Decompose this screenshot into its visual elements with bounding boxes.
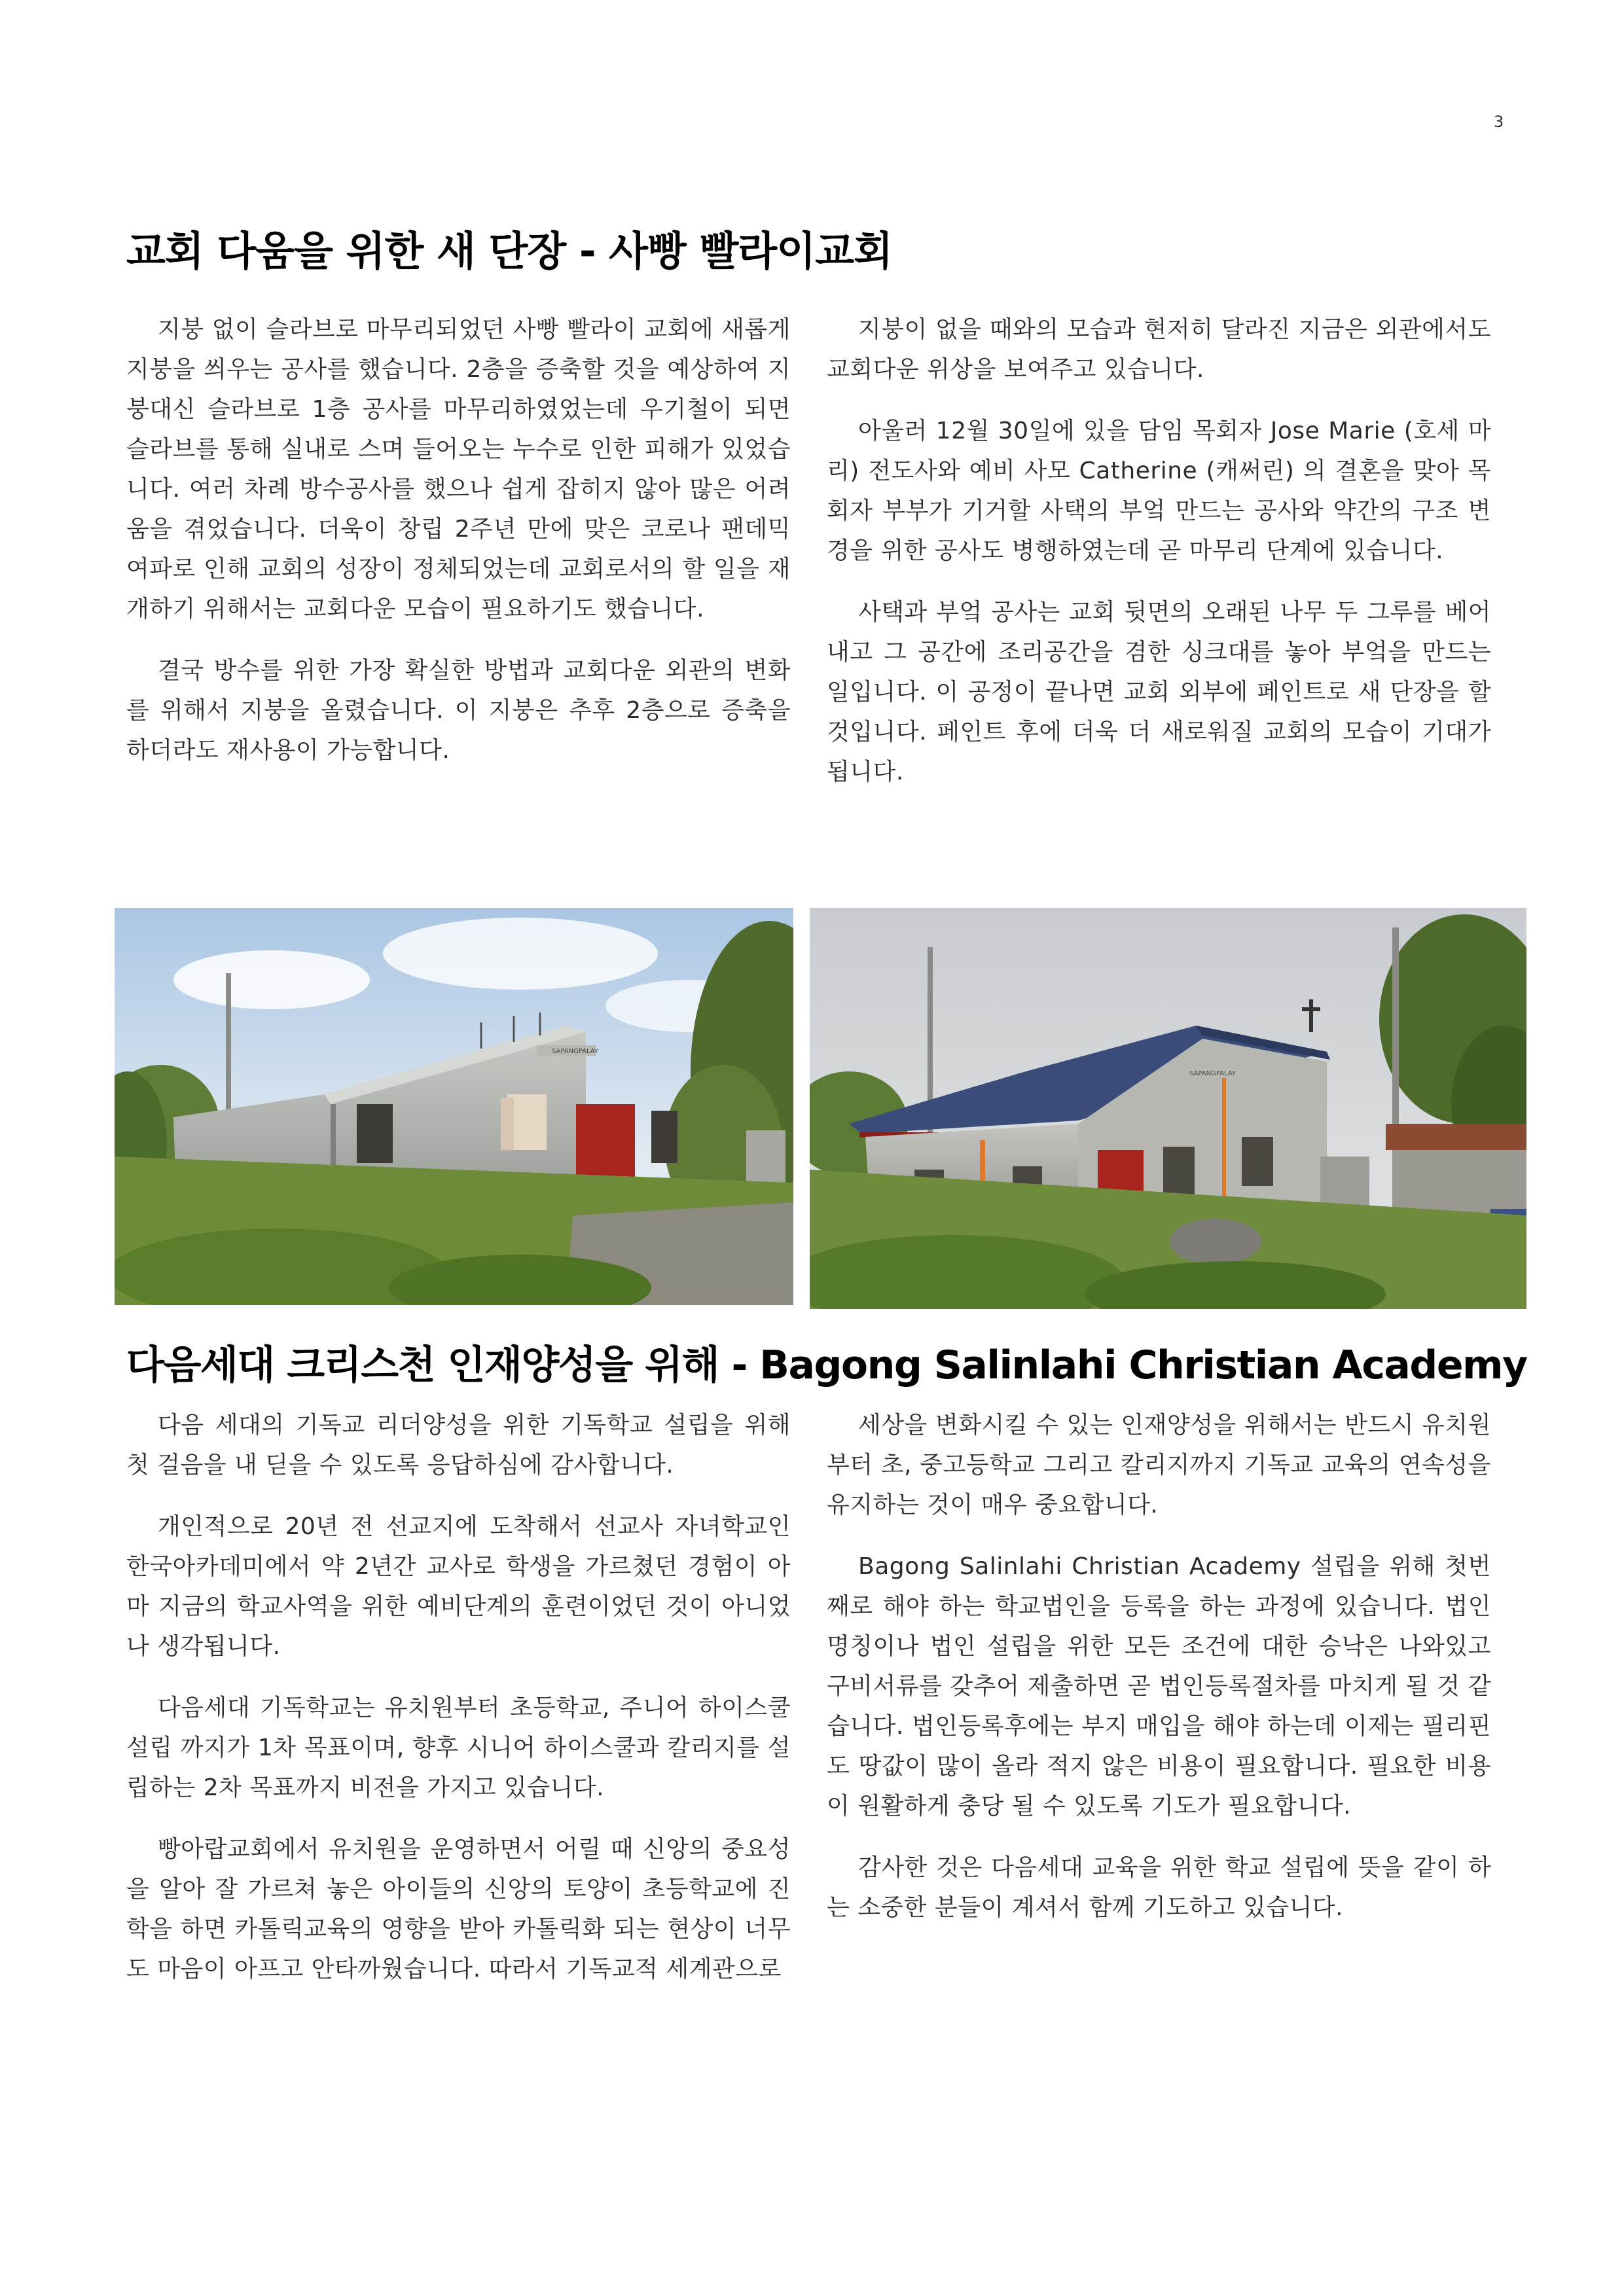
page-number: 3 [1494, 113, 1504, 131]
section2-right-column [827, 1405, 1491, 1928]
paragraph: 다음 세대의 기독교 리더양성을 위한 기독학교 설립을 위해 첫 걸음을 내 딛을 수 있도록 응답하심에 감사합니다. [126, 1412, 791, 1479]
paragraph: 지붕 없이 슬라브로 마무리되었던 사빵 빨라이 교회에 새롭게 지붕을 씌우는 공사를 했습니다. 2층을 증축할 것을 예상하여 지붕대신 슬라브로 1층 공사를 마무리하였었는데 우기철이 되면 슬라브를 통해 실내로 스며 들어오는 누수로 인한 피해가 있었습니다. 여러 차례 방수공사를 했으나 쉽게 잡히지 않아 많은 어려움을 겪었습니다. 더욱이 창립 2주년 만에 맞은 코로나 팬데믹 여파로 인해 교회의 성장이 정체되었는데 교회로서의 할 일을 재개하기 위해서는 교회다운 모습이 필요하기도 했습니다. [126, 316, 791, 622]
section1-title: 교회 다움을 위한 새 단장 - 사빵 빨라이교회 [126, 227, 892, 275]
paragraph: 빵아랍교회에서 유치원을 운영하면서 어릴 때 신앙의 중요성을 알아 잘 가르쳐 놓은 아이들의 신앙의 토양이 초등학교에 진학을 하면 카톨릭교육의 영향을 받아 카톨릭화 되는 현상이 너무도 마음이 아프고 안타까웠습니다. 따라서 기독교적 세계관으로 [126, 1836, 791, 1982]
paragraph: 다음세대 기독학교는 유치원부터 초등학교, 주니어 하이스쿨 설립 까지가 1차 목표이며, 향후 시니어 하이스쿨과 칼리지를 설립하는 2차 목표까지 비전을 가지고 있습니다. [126, 1695, 791, 1801]
paragraph: 개인적으로 20년 전 선교지에 도착해서 선교사 자녀학교인 한국아카데미에서 약 2년간 교사로 학생을 가르쳤던 경험이 아마 지금의 학교사역을 위한 예비단계의 훈련이었던 것이 아니었나 생각됩니다. [126, 1513, 791, 1660]
paragraph: 감사한 것은 다음세대 교육을 위한 학교 설립에 뜻을 같이 하는 소중한 분들이 계셔서 함께 기도하고 있습니다. [827, 1854, 1491, 1921]
section1-right-column [827, 310, 1491, 792]
building-sign-text: SAPANGPALAY [1189, 1070, 1236, 1077]
paragraph: 결국 방수를 위한 가장 확실한 방법과 교회다운 외관의 변화를 위해서 지붕을 올렸습니다. 이 지붕은 추후 2층으로 증축을 하더라도 재사용이 가능합니다. [126, 657, 791, 764]
paragraph: Bagong Salinlahi Christian Academy 설립을 위해 첫번째로 해야 하는 학교법인을 등록을 하는 과정에 있습니다. 법인명칭이나 법인 설립을 위한 모든 조건에 대한 승낙은 나와있고 구비서류를 갖추어 제출하면 곧 법인등록절차를 마치게 될 것 같습니다. 법인등록후에는 부지 매입을 해야 하는데 이제는 필리핀도 땅값이 많이 올라 적지 않은 비용이 필요합니다. 필요한 비용이 원활하게 충당 될 수 있도록 기도가 필요합니다. [827, 1553, 1491, 1820]
church-before-photo [115, 908, 793, 1305]
paragraph: 세상을 변화시킬 수 있는 인재양성을 위해서는 반드시 유치원부터 초, 중고등학교 그리고 칼리지까지 기독교 교육의 연속성을 유지하는 것이 매우 중요합니다. [827, 1412, 1491, 1518]
building-sign-text: SAPANGPALAY [552, 1048, 599, 1055]
section2-title: 다음세대 크리스천 인재양성을 위해 - Bagong Salinlahi Christian Academy [126, 1342, 1527, 1388]
paragraph: 아울러 12월 30일에 있을 담임 목회자 Jose Marie (호세 마리) 전도사와 예비 사모 Catherine (캐써린) 의 결혼을 맞아 목회자 부부가 기거할 사택의 부엌 만드는 공사와 약간의 구조 변경을 위한 공사도 병행하였는데 곧 마무리 단계에 있습니다. [827, 418, 1491, 564]
paragraph: 사택과 부엌 공사는 교회 뒷면의 오래된 나무 두 그루를 베어내고 그 공간에 조리공간을 겸한 싱크대를 놓아 부엌을 만드는 일입니다. 이 공정이 끝나면 교회 외부에 페인트로 새 단장을 할 것입니다. 페인트 후에 더욱 더 새로워질 교회의 모습이 기대가 됩니다. [827, 599, 1491, 785]
paragraph: 지붕이 없을 때와의 모습과 현저히 달라진 지금은 외관에서도 교회다운 위상을 보여주고 있습니다. [827, 316, 1491, 383]
section2-left-column [126, 1405, 791, 1989]
church-after-photo [810, 908, 1526, 1309]
section1-left-column [126, 310, 791, 770]
